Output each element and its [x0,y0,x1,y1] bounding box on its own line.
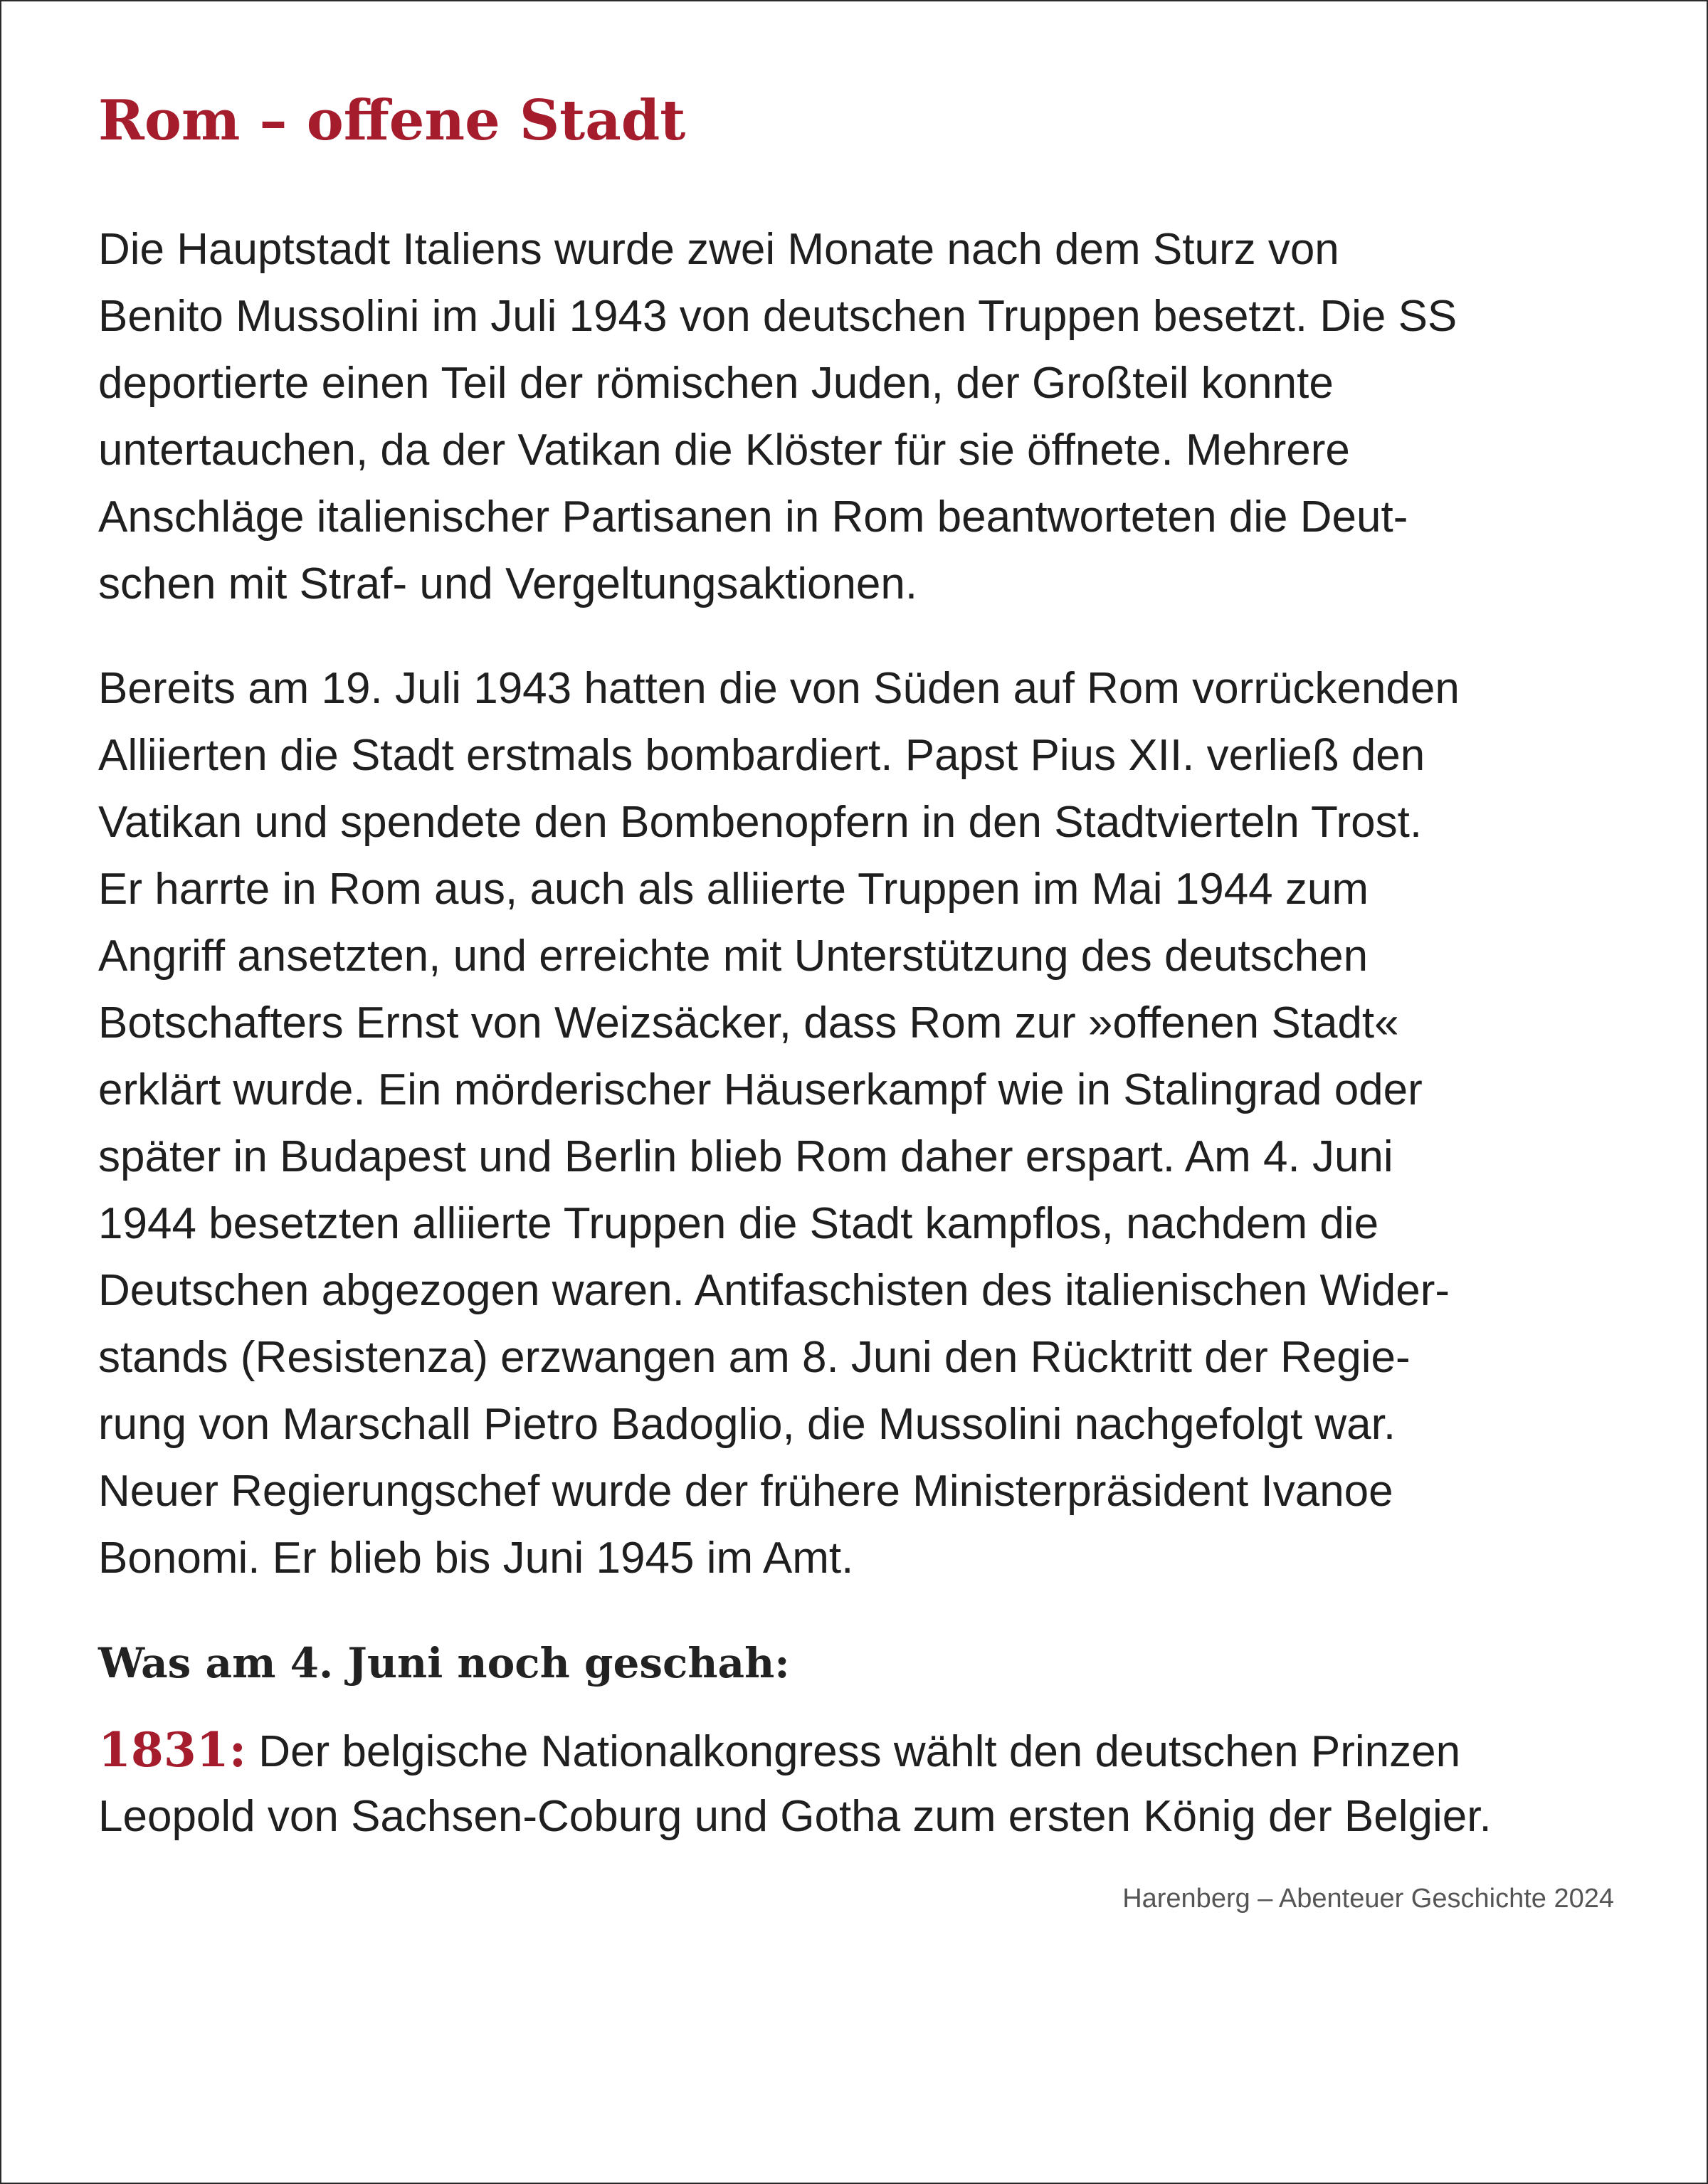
event-year: 1831: [98,1722,247,1778]
paragraph-line: Botschafters Ernst von Weizsäcker, dass Rom zur »offenen Stadt« [98,998,1399,1048]
paragraph-line: Bonomi. Er blieb bis Juni 1945 im Amt. [98,1534,854,1583]
paragraph-line: Alliierten die Stadt erstmals bombardiert. Papst Pius XII. verließ den [98,731,1425,780]
paragraph-line: Er harrte in Rom aus, auch als alliierte Truppen im Mai 1944 zum [98,865,1369,914]
event-line: Leopold von Sachsen-Coburg und Gotha zum ersten König der Belgier. [98,1792,1492,1841]
paragraph-line: Die Hauptstadt Italiens wurde zwei Monate nach dem Sturz von [98,225,1339,274]
paragraph-line: deportierte einen Teil der römischen Juden, der Großteil konnte [98,359,1334,408]
event-text: Der belgische Nationalkongress wählt den deutschen Prinzen [258,1727,1461,1776]
paragraph-line: Bereits am 19. Juli 1943 hatten die von Süden auf Rom vorrückenden [98,664,1460,713]
paragraph-line: 1944 besetzten alliierte Truppen die Stadt kampflos, nachdem die [98,1199,1379,1248]
paragraph-line: Vatikan und spendete den Bombenopfern in den Stadtvierteln Trost. [98,798,1423,847]
paragraph-line: Deutschen abgezogen waren. Antifaschisten des italienischen Wider- [98,1266,1450,1315]
paragraph-line: rung von Marschall Pietro Badoglio, die Mussolini nachgefolgt war. [98,1400,1396,1449]
publisher-credit: Harenberg – Abenteuer Geschichte 2024 [1122,1884,1614,1914]
paragraph-line: erklärt wurde. Ein mörderischer Häuserkampf wie in Stalingrad oder [98,1065,1423,1114]
paragraph-line: schen mit Straf- und Vergeltungsaktionen. [98,559,918,608]
paragraph-line: Neuer Regierungschef wurde der frühere Ministerpräsident Ivanoe [98,1467,1393,1516]
paragraph-line: Angriff ansetzten, und erreichte mit Unterstützung des deutschen [98,932,1369,981]
paragraph-line: später in Budapest und Berlin blieb Rom daher erspart. Am 4. Juni [98,1132,1393,1181]
page-title: Rom – offene Stadt [98,88,686,153]
paragraph-line: Benito Mussolini im Juli 1943 von deutschen Truppen besetzt. Die SS [98,292,1457,341]
paragraph-line: stands (Resistenza) erzwangen am 8. Juni den Rücktritt der Regie- [98,1333,1411,1382]
paragraph-line: Anschläge italienischer Partisanen in Rom beantworteten die Deut- [98,492,1408,542]
event-line [98,1716,1460,1785]
paragraph-line: untertauchen, da der Vatikan die Klöster für sie öffnete. Mehrere [98,426,1350,475]
section-subheading: Was am 4. Juni noch geschah: [98,1639,790,1687]
